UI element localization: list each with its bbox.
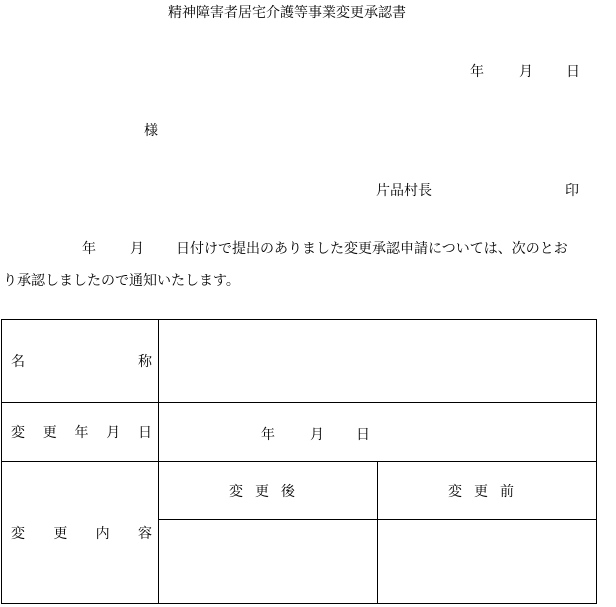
change-date-value-cell[interactable] [159, 403, 597, 462]
body-year: 年 [82, 241, 96, 257]
content-label-char: 変 [11, 525, 25, 542]
change-date-label-cell [2, 403, 159, 462]
content-label-char: 更 [53, 525, 68, 542]
body-text-1: 日付けで提出のありました変更承認申請については、次のとお [176, 241, 568, 257]
body-line-2: り承認しましたので通知いたします。 [3, 273, 240, 289]
change-date-month: 月 [310, 427, 324, 443]
change-date-label-char: 更 [42, 425, 57, 441]
issue-date-month: 月 [519, 64, 533, 80]
name-value-cell[interactable] [159, 320, 597, 403]
after-value-cell[interactable] [159, 520, 378, 604]
addressee-honorific: 様 [144, 123, 158, 139]
change-date-label-char: 月 [106, 425, 121, 441]
content-label-char: 容 [137, 525, 152, 542]
name-label-cell [2, 320, 159, 403]
body-month: 月 [130, 241, 144, 257]
issue-date-day: 日 [566, 64, 580, 80]
content-label-cell [2, 462, 159, 604]
change-date-label-char: 日 [138, 425, 152, 441]
change-date-day: 日 [356, 427, 370, 443]
issuer-name: 片品村長 [376, 183, 432, 199]
before-header-cell: 変更前 [378, 462, 597, 520]
content-label-char: 内 [95, 525, 110, 542]
after-header-cell: 変更後 [159, 462, 378, 520]
seal-mark: 印 [565, 183, 579, 199]
change-table [1, 319, 597, 604]
name-label-char: 名 [11, 354, 25, 370]
name-label-char: 称 [138, 354, 152, 370]
change-date-label-char: 変 [11, 425, 25, 441]
change-date-year: 年 [261, 427, 275, 443]
change-date-label-char: 年 [74, 425, 89, 441]
before-value-cell[interactable] [378, 520, 597, 604]
document-title: 精神障害者居宅介護等事業変更承認書 [168, 5, 406, 21]
issue-date-year: 年 [470, 64, 484, 80]
